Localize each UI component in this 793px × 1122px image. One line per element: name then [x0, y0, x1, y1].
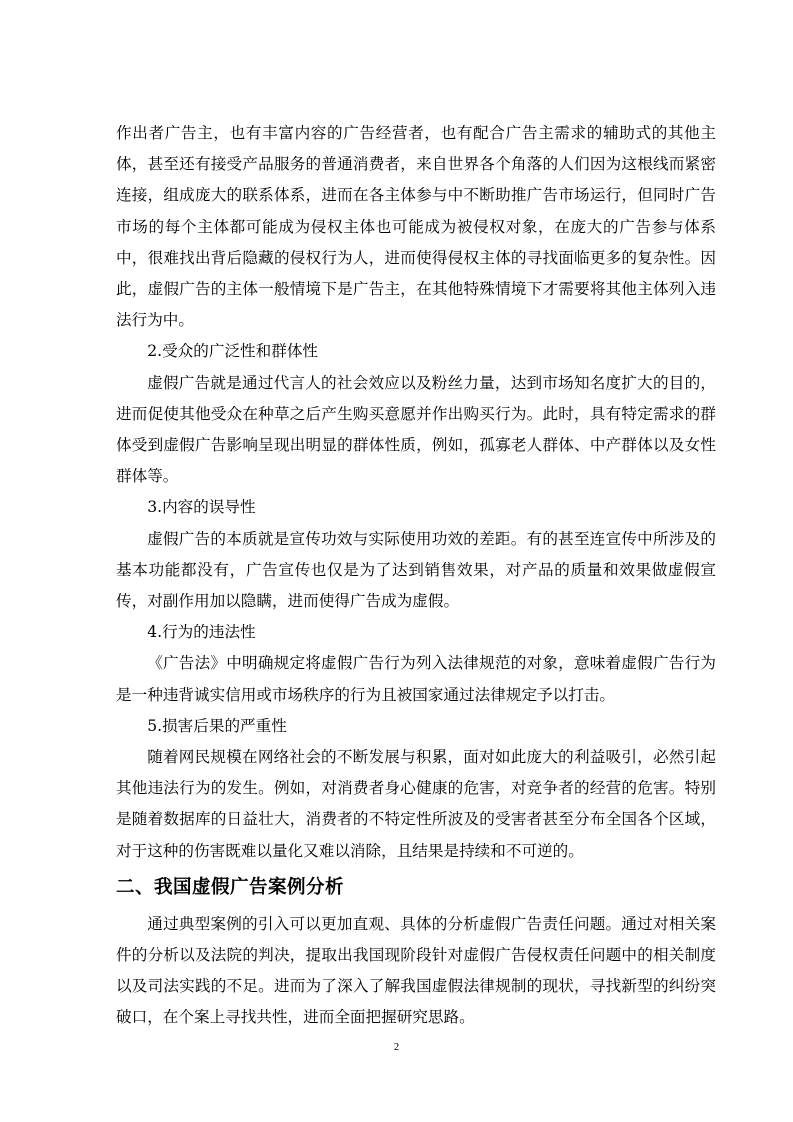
subheading-audience: 2.受众的广泛性和群体性 — [147, 342, 319, 361]
paragraph-misleading: 虚假广告的本质就是宣传功效与实际使用功效的差距。有的甚至连宣传中所涉及的基本功能都没有，广告宣传也仅是为了达到销售效果，对产品的质量和效果做虚假宣传，对副作用加以隐瞒，进而使得广告成为虚假。 — [116, 529, 716, 611]
page-content — [116, 118, 716, 1034]
paragraph-case-analysis: 通过典型案例的引入可以更加直观、具体的分析虚假广告责任问题。通过对相关案件的分析以及法院的判决，提取出我国现阶段针对虚假广告侵权责任问题中的相关制度以及司法实践的不足。进而为了深入了解我国虚假法律规制的现状，寻找新型的纠纷突破口，在个案上寻找共性，进而全面把握研究思路。 — [116, 914, 716, 1027]
paragraph-severity: 随着网民规模在网络社会的不断发展与积累，面对如此庞大的利益吸引，必然引起其他违法行为的发生。例如，对消费者身心健康的危害，对竞争者的经营的危害。特别是随着数据库的日益壮大，消费者的不特定性所波及的受害者甚至分布全国各个区域，对于这种的伤害既难以量化又难以消除，且结果是持续和不可逆的。 — [116, 748, 716, 860]
paragraph-subject-continuation: 作出者广告主，也有丰富内容的广告经营者，也有配合广告主需求的辅助式的其他主体，甚至还有接受产品服务的普通消费者，来自世界各个角落的人们因为这根线而紧密连接，组成庞大的联系体系，进而在各主体参与中不断助推广告市场运行，但同时广告市场的每个主体都可能成为侵权主体也可能成为被侵权对象，在庞大的广告参与体系中，很难找出背后隐藏的侵权行为人，进而使得侵权主体的寻找面临更多的复杂性。因此，虚假广告的主体一般情境下是广告主，在其他特殊情境下才需要将其他主体列入违法行为中。 — [116, 124, 716, 330]
paragraph-illegality: 《广告法》中明确规定将虚假广告行为列入法律规范的对象，意味着虚假广告行为是一种违背诚实信用或市场秩序的行为且被国家通过法律规定予以打击。 — [116, 654, 716, 704]
page-number: 2 — [393, 1042, 400, 1053]
section-heading-case-analysis: 二、我国虚假广告案例分析 — [116, 876, 345, 898]
subheading-severity: 5.损害后果的严重性 — [147, 716, 287, 735]
paragraph-audience: 虚假广告就是通过代言人的社会效应以及粉丝力量，达到市场知名度扩大的目的，进而促使其他受众在种草之后产生购买意愿并作出购买行为。此时，具有特定需求的群体受到虚假广告影响呈现出明显的群体性质，例如，孤寡老人群体、中产群体以及女性群体等。 — [116, 373, 716, 486]
subheading-illegality: 4.行为的违法性 — [147, 623, 256, 642]
subheading-misleading: 3.内容的误导性 — [147, 498, 256, 517]
